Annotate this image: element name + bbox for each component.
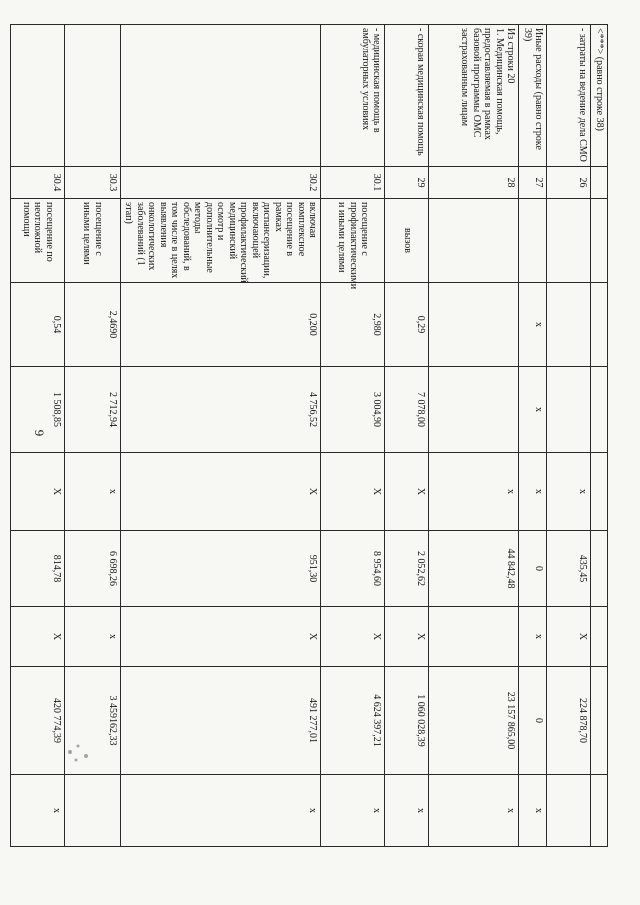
cell-c9: 4 624 397,21 <box>321 667 385 775</box>
cell-c6: Х <box>121 453 322 531</box>
cell-num: 27 <box>519 167 547 199</box>
table-row <box>519 25 547 847</box>
cell-label <box>121 25 322 167</box>
table-row <box>591 25 608 847</box>
cell-label: - медицинская помощь в амбулаторных условиях <box>321 25 385 167</box>
cell-label <box>11 25 65 167</box>
cell-c8: Х <box>547 607 591 667</box>
cell-c8: Х <box>385 607 429 667</box>
cell-label: <***> (равно строке 38) <box>591 25 608 167</box>
cell-c10: х <box>429 775 519 847</box>
cell-c9: 1 060 028,39 <box>385 667 429 775</box>
cell-c9 <box>591 667 608 775</box>
cell-label: - затраты на ведение дела СМО <box>547 25 591 167</box>
cell-label: Иные расходы (равно строке 39) <box>519 25 547 167</box>
table-row <box>385 25 429 847</box>
cell-c6: х <box>519 453 547 531</box>
cell-c6: Х <box>385 453 429 531</box>
cell-c7: 2 052,62 <box>385 531 429 607</box>
cell-c5: 1 508,85 <box>11 367 65 453</box>
cell-c9: 0 <box>519 667 547 775</box>
cell-c8: Х <box>321 607 385 667</box>
cell-c9: 23 157 865,00 <box>429 667 519 775</box>
table-row <box>321 25 385 847</box>
cell-c5 <box>547 367 591 453</box>
cell-unit <box>429 199 519 283</box>
cell-num: 26 <box>547 167 591 199</box>
cell-norm <box>547 283 591 367</box>
cell-c7: 951,30 <box>121 531 322 607</box>
cell-unit: вызов <box>385 199 429 283</box>
cell-c8: Х <box>121 607 322 667</box>
cell-c10 <box>591 775 608 847</box>
cell-num <box>591 167 608 199</box>
cell-c7: 44 842,48 <box>429 531 519 607</box>
cell-unit: посещение с иными целями <box>65 199 121 283</box>
cell-c10: х <box>321 775 385 847</box>
rotated-table-wrapper <box>20 24 608 846</box>
stamp-mark <box>58 738 98 768</box>
cell-norm <box>429 283 519 367</box>
cell-c7: 435,45 <box>547 531 591 607</box>
cell-c10 <box>547 775 591 847</box>
cell-c8: х <box>519 607 547 667</box>
cell-label: - скорая медицинская помощь <box>385 25 429 167</box>
cell-norm <box>591 283 608 367</box>
cell-unit: посещение с профилактическими и иными целями <box>321 199 385 283</box>
cell-c6: х <box>429 453 519 531</box>
cell-c7 <box>591 531 608 607</box>
cell-c5 <box>429 367 519 453</box>
cell-c10: х <box>385 775 429 847</box>
cell-num: 30.2 <box>121 167 322 199</box>
cell-label <box>65 25 121 167</box>
cell-c5: 2 712,94 <box>65 367 121 453</box>
cell-c10 <box>65 775 121 847</box>
cell-c5 <box>591 367 608 453</box>
cell-c6: х <box>65 453 121 531</box>
cell-c5: 3 004,90 <box>321 367 385 453</box>
table-row <box>547 25 591 847</box>
cell-unit <box>519 199 547 283</box>
cell-c5: 4 756,52 <box>121 367 322 453</box>
cell-unit: посещение по неотложной помощи <box>11 199 65 283</box>
cell-c5: х <box>519 367 547 453</box>
cell-c6 <box>591 453 608 531</box>
cell-norm: х <box>519 283 547 367</box>
cell-c9: 420 774,39 <box>11 667 65 775</box>
table-row <box>65 25 121 847</box>
table-row <box>121 25 322 847</box>
cell-c8 <box>429 607 519 667</box>
cell-norm: 0,200 <box>121 283 322 367</box>
cell-norm: 0,54 <box>11 283 65 367</box>
cell-num: 28 <box>429 167 519 199</box>
cell-c7: 6 698,26 <box>65 531 121 607</box>
cell-c5: 7 078,00 <box>385 367 429 453</box>
cell-num: 30.3 <box>65 167 121 199</box>
cell-c10: х <box>121 775 322 847</box>
table-row <box>429 25 519 847</box>
cell-norm: 2,4690 <box>65 283 121 367</box>
cell-c9: 3 459162,33 <box>65 667 121 775</box>
cell-unit <box>591 199 608 283</box>
cell-c7: 8 954,60 <box>321 531 385 607</box>
cell-c10: х <box>519 775 547 847</box>
cell-num: 30.1 <box>321 167 385 199</box>
cell-c6: х <box>547 453 591 531</box>
cell-norm: 2,980 <box>321 283 385 367</box>
cell-unit <box>547 199 591 283</box>
cell-c8: Х <box>11 607 65 667</box>
cell-num: 29 <box>385 167 429 199</box>
cell-c8: х <box>65 607 121 667</box>
table-row <box>11 25 65 847</box>
cell-c9: 491 277,01 <box>121 667 322 775</box>
cell-num: 30.4 <box>11 167 65 199</box>
cell-c6: Х <box>11 453 65 531</box>
cell-c10: х <box>11 775 65 847</box>
cell-c9: 224 878,70 <box>547 667 591 775</box>
finance-table <box>10 24 608 847</box>
page-number: 6 <box>31 429 47 437</box>
cell-c8 <box>591 607 608 667</box>
cell-norm: 0,29 <box>385 283 429 367</box>
cell-label: Из строки 20 1. Медицинская помощь, предоставляемая в рамках базовой программы ОМС застрахованным лицам <box>429 25 519 167</box>
cell-unit: включая комплексное посещение в рамках диспансеризации, включающей профилактический медицинский осмотр и дополнительные методы обследований, в том числе в целях выявления онкологических заболеваний (1 этап) <box>121 199 322 283</box>
cell-c7: 0 <box>519 531 547 607</box>
cell-c7: 814,78 <box>11 531 65 607</box>
cell-c6: Х <box>321 453 385 531</box>
